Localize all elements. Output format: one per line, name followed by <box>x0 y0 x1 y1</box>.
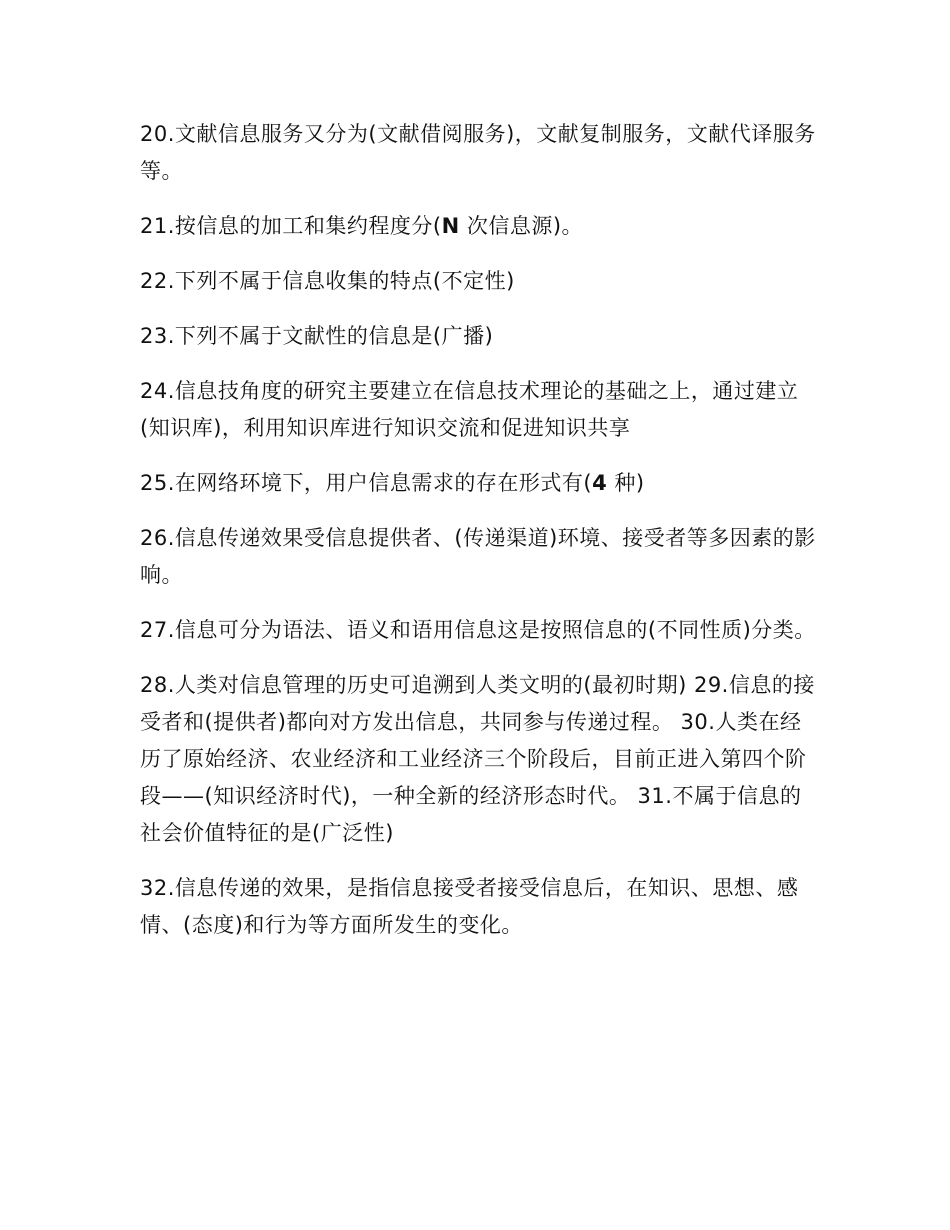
paragraph-21-post: 次信息源)。 <box>459 214 584 238</box>
document-body <box>140 116 820 962</box>
paragraph-21-bold: N <box>441 214 460 238</box>
paragraph-24: 24.信息技角度的研究主要建立在信息技术理论的基础之上，通过建立(知识库)，利用知识库进行知识交流和促进知识共享 <box>140 379 799 440</box>
paragraph-28-31: 28.人类对信息管理的历史可追溯到人类文明的(最初时期) 29.信息的接受者和(提供者)都向对方发出信息，共同参与传递过程。 30.人类在经历了原始经济、农业经济和工业经济三个阶段后，目前正进入第四个阶段——(知识经济时代)，一种全新的经济形态时代。 31.不属于信息的社会价值特征的是(广泛性) <box>140 673 815 845</box>
paragraph-25-post: 种) <box>607 471 645 495</box>
paragraph-23: 23.下列不属于文献性的信息是(广播) <box>140 324 494 348</box>
paragraph-25-pre: 25.在网络环境下，用户信息需求的存在形式有( <box>140 471 593 495</box>
paragraph-26: 26.信息传递效果受信息提供者、(传递渠道)环境、接受者等多因素的影响。 <box>140 526 816 587</box>
paragraph-25-bold: 4 <box>592 471 608 495</box>
paragraph-32: 32.信息传递的效果，是指信息接受者接受信息后，在知识、思想、感情、(态度)和行为等方面所发生的变化。 <box>140 876 799 937</box>
paragraph-21-pre: 21.按信息的加工和集约程度分( <box>140 214 442 238</box>
paragraph-25 <box>140 465 820 502</box>
paragraph-27: 27.信息可分为语法、语义和语用信息这是按照信息的(不同性质)分类。 <box>140 618 816 642</box>
paragraph-22: 22.下列不属于信息收集的特点(不定性) <box>140 269 515 293</box>
paragraph-20: 20.文献信息服务又分为(文献借阅服务)，文献复制服务，文献代译服务等。 <box>140 122 816 183</box>
paragraph-21 <box>140 208 820 245</box>
